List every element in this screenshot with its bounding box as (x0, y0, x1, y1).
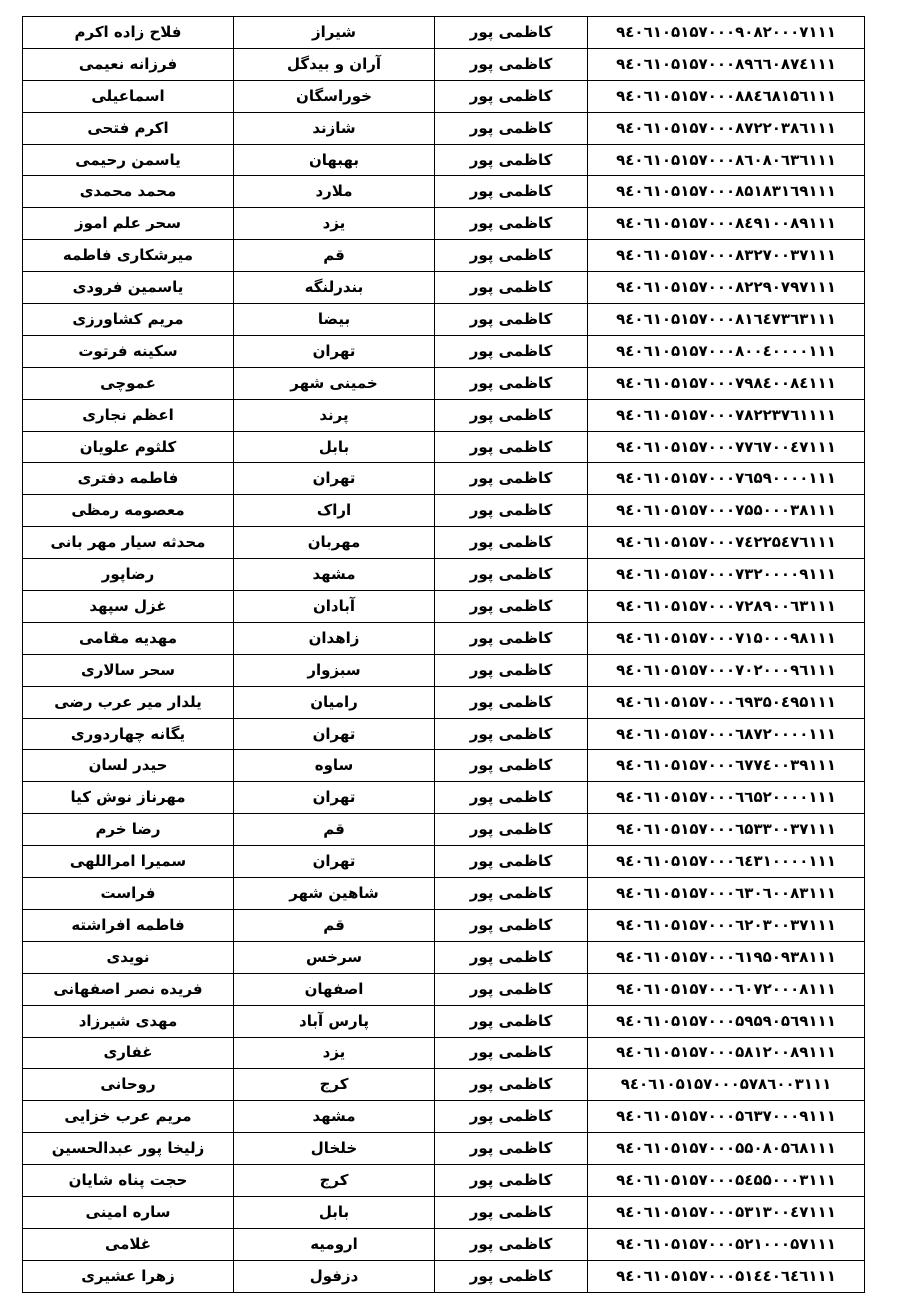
city-cell: بابل (234, 1196, 435, 1228)
person-name-cell: فاطمه دفتری (23, 463, 234, 495)
person-name-cell: محدثه سیار مهر بانی (23, 527, 234, 559)
surname-cell: کاظمی پور (435, 367, 588, 399)
city-cell: اصفهان (234, 973, 435, 1005)
table-row (23, 144, 865, 176)
person-name-cell: اعظم نجاری (23, 399, 234, 431)
surname-cell: کاظمی پور (435, 1005, 588, 1037)
person-name-cell: محمد محمدی (23, 176, 234, 208)
table-row (23, 1101, 865, 1133)
person-name-cell: زهرا عشیری (23, 1260, 234, 1292)
surname-cell: کاظمی پور (435, 48, 588, 80)
surname-cell: کاظمی پور (435, 272, 588, 304)
person-name-cell: فلاح زاده اکرم (23, 17, 234, 49)
city-cell: سرخس (234, 941, 435, 973)
table-row (23, 1133, 865, 1165)
deposit-code-cell: ۹٤۰٦۱۰۵۱۵۷۰۰۰۸۳۲۷۰۰۳۷۱۱۱ (588, 240, 865, 272)
table-row (23, 654, 865, 686)
city-cell: تهران (234, 463, 435, 495)
city-cell: مهربان (234, 527, 435, 559)
deposit-code-cell: ۹٤۰٦۱۰۵۱۵۷۰۰۰۸۵۱۸۳۱٦۹۱۱۱ (588, 176, 865, 208)
surname-cell: کاظمی پور (435, 1196, 588, 1228)
table-row (23, 941, 865, 973)
city-cell: شیراز (234, 17, 435, 49)
city-cell: تهران (234, 846, 435, 878)
surname-cell: کاظمی پور (435, 591, 588, 623)
city-cell: کرج (234, 1069, 435, 1101)
person-name-cell: غلامی (23, 1228, 234, 1260)
person-name-cell: فرزانه نعیمی (23, 48, 234, 80)
table-row (23, 878, 865, 910)
table-row (23, 240, 865, 272)
table-row (23, 48, 865, 80)
table-row (23, 112, 865, 144)
deposit-code-cell: ۹٤۰٦۱۰۵۱۵۷۰۰۰۷۱۵۰۰۰۹۸۱۱۱ (588, 622, 865, 654)
records-table-body (23, 17, 865, 1293)
table-row (23, 1165, 865, 1197)
city-cell: بیضا (234, 304, 435, 336)
records-table (22, 16, 865, 1293)
deposit-code-cell: ۹٤۰٦۱۰۵۱۵۷۰۰۰۷۰۲۰۰۰۹٦۱۱۱ (588, 654, 865, 686)
table-row (23, 782, 865, 814)
table-row (23, 304, 865, 336)
deposit-code-cell: ۹٤۰٦۱۰۵۱۵۷۰۰۰۸۰۰٤۰۰۰۰۱۱۱ (588, 335, 865, 367)
deposit-code-cell: ۹٤۰٦۱۰۵۱۵۷۰۰۰٦۸۷۲۰۰۰۰۱۱۱ (588, 718, 865, 750)
deposit-code-cell: ۹٤۰٦۱۰۵۱۵۷۰۰۰۷٦۵۹۰۰۰۰۱۱۱ (588, 463, 865, 495)
surname-cell: کاظمی پور (435, 559, 588, 591)
person-name-cell: معصومه رمظی (23, 495, 234, 527)
deposit-code-cell: ۹٤۰٦۱۰۵۱۵۷۰۰۰۵۸۱۲۰۰۸۹۱۱۱ (588, 1037, 865, 1069)
person-name-cell: سحر علم اموز (23, 208, 234, 240)
deposit-code-cell: ۹٤۰٦۱۰۵۱۵۷۰۰۰۵۵۰۸۰۵٦۸۱۱۱ (588, 1133, 865, 1165)
deposit-code-cell: ۹٤۰٦۱۰۵۱۵۷۰۰۰۵۹۵۹۰۵٦۹۱۱۱ (588, 1005, 865, 1037)
table-row (23, 17, 865, 49)
deposit-code-cell: ۹٤۰٦۱۰۵۱۵۷۰۰۰٦۷۷٤۰۰۳۹۱۱۱ (588, 750, 865, 782)
deposit-code-cell: ۹٤۰٦۱۰۵۱۵۷۰۰۰۷۲۸۹۰۰٦۳۱۱۱ (588, 591, 865, 623)
deposit-code-cell: ۹٤۰٦۱۰۵۱۵۷۰۰۰٦۱۹۵۰۹۳۸۱۱۱ (588, 941, 865, 973)
person-name-cell: فاطمه افراشته (23, 909, 234, 941)
city-cell: تهران (234, 335, 435, 367)
deposit-code-cell: ۹٤۰٦۱۰۵۱۵۷۰۰۰٦۰۷۲۰۰۰۸۱۱۱ (588, 973, 865, 1005)
surname-cell: کاظمی پور (435, 1133, 588, 1165)
table-row (23, 973, 865, 1005)
table-row (23, 622, 865, 654)
person-name-cell: نویدی (23, 941, 234, 973)
table-row (23, 1228, 865, 1260)
deposit-code-cell: ۹٤۰٦۱۰۵۱۵۷۰۰۰۸۷۲۲۰۳۸٦۱۱۱ (588, 112, 865, 144)
deposit-code-cell: ۹٤۰٦۱۰۵۱۵۷۰۰۰۵٤۵۵۰۰۰۳۱۱۱ (588, 1165, 865, 1197)
surname-cell: کاظمی پور (435, 973, 588, 1005)
surname-cell: کاظمی پور (435, 909, 588, 941)
surname-cell: کاظمی پور (435, 335, 588, 367)
surname-cell: کاظمی پور (435, 1260, 588, 1292)
person-name-cell: روحانی (23, 1069, 234, 1101)
surname-cell: کاظمی پور (435, 686, 588, 718)
deposit-code-cell: ۹٤۰٦۱۰۵۱۵۷۰۰۰۸۹٦٦۰۸۷٤۱۱۱ (588, 48, 865, 80)
person-name-cell: رضا خرم (23, 814, 234, 846)
deposit-code-cell: ۹٤۰٦۱۰۵۱۵۷۰۰۰٦۲۰۳۰۰۳۷۱۱۱ (588, 909, 865, 941)
city-cell: اراک (234, 495, 435, 527)
person-name-cell: مهرناز نوش کیا (23, 782, 234, 814)
surname-cell: کاظمی پور (435, 1037, 588, 1069)
city-cell: رامیان (234, 686, 435, 718)
table-row (23, 591, 865, 623)
surname-cell: کاظمی پور (435, 814, 588, 846)
city-cell: خمینی شهر (234, 367, 435, 399)
city-cell: بندرلنگه (234, 272, 435, 304)
deposit-code-cell: ۹٤۰٦۱۰۵۱۵۷۰۰۰۷۷٦۷۰۰٤۷۱۱۱ (588, 431, 865, 463)
deposit-code-cell: ۹٤۰٦۱۰۵۱۵۷۰۰۰٦۵۳۳۰۰۳۷۱۱۱ (588, 814, 865, 846)
person-name-cell: یگانه چهاردوری (23, 718, 234, 750)
person-name-cell: عموچی (23, 367, 234, 399)
city-cell: یزد (234, 1037, 435, 1069)
surname-cell: کاظمی پور (435, 622, 588, 654)
table-row (23, 431, 865, 463)
person-name-cell: یلدار میر عرب رضی (23, 686, 234, 718)
city-cell: آبادان (234, 591, 435, 623)
surname-cell: کاظمی پور (435, 654, 588, 686)
city-cell: قم (234, 814, 435, 846)
surname-cell: کاظمی پور (435, 527, 588, 559)
deposit-code-cell: ۹٤۰٦۱۰۵۱۵۷۰۰۰۷۳۲۰۰۰۰۹۱۱۱ (588, 559, 865, 591)
table-row (23, 1069, 865, 1101)
city-cell: قم (234, 240, 435, 272)
city-cell: خوراسگان (234, 80, 435, 112)
surname-cell: کاظمی پور (435, 495, 588, 527)
person-name-cell: رضاپور (23, 559, 234, 591)
surname-cell: کاظمی پور (435, 240, 588, 272)
person-name-cell: اسماعیلی (23, 80, 234, 112)
surname-cell: کاظمی پور (435, 1165, 588, 1197)
person-name-cell: فریده نصر اصفهانی (23, 973, 234, 1005)
surname-cell: کاظمی پور (435, 1228, 588, 1260)
table-row (23, 1037, 865, 1069)
surname-cell: کاظمی پور (435, 846, 588, 878)
city-cell: پارس آباد (234, 1005, 435, 1037)
person-name-cell: میرشکاری فاطمه (23, 240, 234, 272)
person-name-cell: سکینه فرتوت (23, 335, 234, 367)
table-row (23, 527, 865, 559)
city-cell: تهران (234, 782, 435, 814)
deposit-code-cell: ۹٤۰٦۱۰۵۱۵۷۰۰۰۵۲۱۰۰۰۵۷۱۱۱ (588, 1228, 865, 1260)
surname-cell: کاظمی پور (435, 80, 588, 112)
city-cell: دزفول (234, 1260, 435, 1292)
person-name-cell: کلثوم علویان (23, 431, 234, 463)
city-cell: قم (234, 909, 435, 941)
table-row (23, 909, 865, 941)
city-cell: بهبهان (234, 144, 435, 176)
deposit-code-cell: ۹٤۰٦۱۰۵۱۵۷۰۰۰۹۰۸۲۰۰۰۷۱۱۱ (588, 17, 865, 49)
surname-cell: کاظمی پور (435, 750, 588, 782)
table-row (23, 176, 865, 208)
person-name-cell: مهدیه مقامی (23, 622, 234, 654)
person-name-cell: زلیخا پور عبدالحسین (23, 1133, 234, 1165)
deposit-code-cell: ۹٤۰٦۱۰۵۱۵۷۰۰۰۸۲۲۹۰۷۹۷۱۱۱ (588, 272, 865, 304)
person-name-cell: غزل سپهد (23, 591, 234, 623)
table-row (23, 367, 865, 399)
table-row (23, 335, 865, 367)
deposit-code-cell: ۹٤۰٦۱۰۵۱۵۷۰۰۰۸۱٦٤۷۳٦۳۱۱۱ (588, 304, 865, 336)
deposit-code-cell: ۹٤۰٦۱۰۵۱۵۷۰۰۰٦٦۵۲۰۰۰۰۱۱۱ (588, 782, 865, 814)
surname-cell: کاظمی پور (435, 718, 588, 750)
person-name-cell: حیدر لسان (23, 750, 234, 782)
surname-cell: کاظمی پور (435, 782, 588, 814)
person-name-cell: فراست (23, 878, 234, 910)
table-row (23, 1260, 865, 1292)
table-row (23, 846, 865, 878)
surname-cell: کاظمی پور (435, 431, 588, 463)
person-name-cell: یاسمن رحیمی (23, 144, 234, 176)
deposit-code-cell: ۹٤۰٦۱۰۵۱۵۷۰۰۰٦۹۳۵۰٤۹۵۱۱۱ (588, 686, 865, 718)
surname-cell: کاظمی پور (435, 17, 588, 49)
city-cell: شاهین شهر (234, 878, 435, 910)
person-name-cell: مریم کشاورزی (23, 304, 234, 336)
deposit-code-cell: ۹٤۰٦۱۰۵۱۵۷۰۰۰۵۷۸٦۰۰۳۱۱۱ (588, 1069, 865, 1101)
city-cell: کرج (234, 1165, 435, 1197)
city-cell: ارومیه (234, 1228, 435, 1260)
surname-cell: کاظمی پور (435, 399, 588, 431)
surname-cell: کاظمی پور (435, 463, 588, 495)
deposit-code-cell: ۹٤۰٦۱۰۵۱۵۷۰۰۰۷۹۸٤۰۰۸٤۱۱۱ (588, 367, 865, 399)
person-name-cell: سمیرا امراللهی (23, 846, 234, 878)
surname-cell: کاظمی پور (435, 941, 588, 973)
table-row (23, 718, 865, 750)
city-cell: شازند (234, 112, 435, 144)
city-cell: یزد (234, 208, 435, 240)
table-row (23, 1005, 865, 1037)
city-cell: سبزوار (234, 654, 435, 686)
city-cell: ساوه (234, 750, 435, 782)
table-row (23, 750, 865, 782)
deposit-code-cell: ۹٤۰٦۱۰۵۱۵۷۰۰۰۷٤۲۲۵٤۷٦۱۱۱ (588, 527, 865, 559)
surname-cell: کاظمی پور (435, 1069, 588, 1101)
surname-cell: کاظمی پور (435, 1101, 588, 1133)
table-row (23, 463, 865, 495)
table-row (23, 272, 865, 304)
city-cell: ملارد (234, 176, 435, 208)
deposit-code-cell: ۹٤۰٦۱۰۵۱۵۷۰۰۰۷۵۵۰۰۰۳۸۱۱۱ (588, 495, 865, 527)
city-cell: بابل (234, 431, 435, 463)
deposit-code-cell: ۹٤۰٦۱۰۵۱۵۷۰۰۰۵٦۳۷۰۰۰۹۱۱۱ (588, 1101, 865, 1133)
deposit-code-cell: ۹٤۰٦۱۰۵۱۵۷۰۰۰۷۸۲۲۳۷٦۱۱۱۱ (588, 399, 865, 431)
person-name-cell: مریم عرب خزایی (23, 1101, 234, 1133)
city-cell: تهران (234, 718, 435, 750)
person-name-cell: حجت پناه شایان (23, 1165, 234, 1197)
table-row (23, 559, 865, 591)
person-name-cell: غفاری (23, 1037, 234, 1069)
surname-cell: کاظمی پور (435, 304, 588, 336)
city-cell: آران و بیدگل (234, 48, 435, 80)
person-name-cell: مهدی شیرزاد (23, 1005, 234, 1037)
person-name-cell: سحر سالاری (23, 654, 234, 686)
deposit-code-cell: ۹٤۰٦۱۰۵۱۵۷۰۰۰۵۱٤٤۰٦٤٦۱۱۱ (588, 1260, 865, 1292)
table-row (23, 1196, 865, 1228)
person-name-cell: اکرم فتحی (23, 112, 234, 144)
city-cell: مشهد (234, 559, 435, 591)
deposit-code-cell: ۹٤۰٦۱۰۵۱۵۷۰۰۰٦٤۳۱۰۰۰۰۱۱۱ (588, 846, 865, 878)
city-cell: پرند (234, 399, 435, 431)
person-name-cell: ساره امینی (23, 1196, 234, 1228)
surname-cell: کاظمی پور (435, 878, 588, 910)
table-row (23, 208, 865, 240)
surname-cell: کاظمی پور (435, 176, 588, 208)
deposit-code-cell: ۹٤۰٦۱۰۵۱۵۷۰۰۰۸٦۰۸۰٦۳٦۱۱۱ (588, 144, 865, 176)
deposit-code-cell: ۹٤۰٦۱۰۵۱۵۷۰۰۰۸۸٤٦۸۱۵٦۱۱۱ (588, 80, 865, 112)
city-cell: مشهد (234, 1101, 435, 1133)
city-cell: خلخال (234, 1133, 435, 1165)
deposit-code-cell: ۹٤۰٦۱۰۵۱۵۷۰۰۰۸٤۹۱۰۰۸۹۱۱۱ (588, 208, 865, 240)
table-row (23, 814, 865, 846)
deposit-code-cell: ۹٤۰٦۱۰۵۱۵۷۰۰۰٦۳۰٦۰۰۸۳۱۱۱ (588, 878, 865, 910)
surname-cell: کاظمی پور (435, 112, 588, 144)
surname-cell: کاظمی پور (435, 208, 588, 240)
table-row (23, 686, 865, 718)
person-name-cell: یاسمین فرودی (23, 272, 234, 304)
deposit-code-cell: ۹٤۰٦۱۰۵۱۵۷۰۰۰۵۳۱۳۰۰٤۷۱۱۱ (588, 1196, 865, 1228)
table-row (23, 80, 865, 112)
surname-cell: کاظمی پور (435, 144, 588, 176)
city-cell: زاهدان (234, 622, 435, 654)
table-row (23, 399, 865, 431)
table-row (23, 495, 865, 527)
